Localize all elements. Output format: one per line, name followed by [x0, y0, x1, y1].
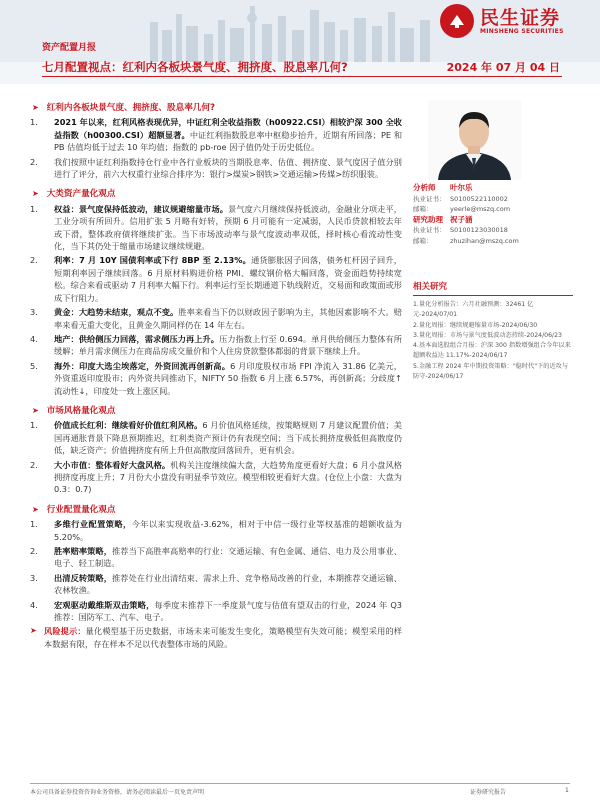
list-item	[30, 545, 402, 570]
item-highlight: 利率：7 月 10Y 国债利率或下行 8BP 至 2.13%。	[54, 255, 252, 266]
related-research-item[interactable]: 5.金融工程 2024 年中期投资策略："稳时代"下的近攻与防守-2024/06/17	[413, 362, 569, 381]
item-highlight: 多维行业配置策略，	[54, 519, 132, 530]
logo-text-en: MINSHENG SECURITIES	[480, 27, 564, 35]
item-highlight: 宏观驱动戴维斯双击策略，	[54, 599, 155, 610]
item-number: 1.	[30, 117, 38, 128]
related-research	[413, 280, 573, 382]
item-number: 1.	[30, 203, 38, 214]
item-highlight: 胜率赔率策略，	[54, 546, 113, 556]
item-text: 通货膨胀因子回落，债务杠杆因子回升，短期利率因子继续回落。6 月原材料购进价格 PMI、螺纹钢价格大幅回落，资金面趋势持续宽松。综合来看或驱动 7 月利率大幅下行。利率运行至长期通道下轨线附近，交易面和政策面或形成下行阻力。	[54, 255, 402, 303]
item-text: 6 月印度股权市场 FPI 净流入 31.86 亿美元，外资重返印度股市；内外资共同推动下，NIFTY 50 指数 6 月上涨 6.57%，再创新高；分歧度↑流动性↓，印度处一致上涨区间。	[54, 360, 402, 396]
item-number: 2.	[30, 156, 38, 167]
item-number: 2.	[30, 255, 38, 266]
list-item	[30, 459, 402, 496]
title-row	[42, 56, 562, 74]
assistant-name: 祝子涵	[450, 214, 473, 224]
item-number: 4.	[30, 599, 38, 610]
item-number: 5.	[30, 360, 38, 371]
section-3-list	[30, 419, 402, 495]
item-number: 2.	[30, 459, 38, 470]
footer-disclaimer: 本公司具备证券投资咨询业务资格，请务必阅读最后一页免责声明	[30, 789, 205, 796]
item-text: 今年以来实现收益-3.62%，相对于中信一级行业等权基准的超额收益为 5.20%。	[54, 519, 402, 542]
arrow-right-icon: ➤	[30, 626, 37, 636]
assistant-role: 研究助理	[413, 214, 443, 224]
assistant-email[interactable]: zhuzihan@mszq.com	[450, 236, 519, 245]
item-number: 4.	[30, 333, 38, 344]
section-4-list	[30, 518, 402, 623]
item-text: 我们按照中证红利指数持仓行业中各行业板块的当期股息率、估值、拥挤度、景气度因子值分别进行了评分，前六大权重行业综合排序为：银行>煤炭>钢铁>交通运输>传媒>纺织服装。	[54, 156, 402, 180]
analyst-role: 分析师	[413, 183, 436, 192]
footer-label: 证券研究报告	[470, 789, 507, 796]
item-highlight: 2021 年以来，红利风格表现优异，中证红利全收益指数（h00922.CSI）相较沪深 300 全收益指数（h00300.CSI）超额显著。	[54, 117, 402, 140]
list-item	[30, 333, 402, 358]
arrow-right-icon: ➤	[32, 405, 39, 415]
analyst-name: 叶尔乐	[450, 183, 473, 192]
logo-mark-icon	[440, 4, 474, 38]
item-number: 3.	[30, 307, 38, 318]
item-text: 6 月价值风格延续，按策略规则 7 月建议配置价值；美国再通胀背景下降息预期推迟，红利类资产预计仍有表现空间；当下成长拥挤度极低但高散度仍低，缺乏资产；价值拥挤度有所上升但高散度回落回升，更有机会。	[54, 420, 402, 456]
list-item	[30, 518, 402, 543]
document-type: 资产配置月报	[42, 43, 97, 53]
item-text: 每季度末推荐下一季度景气度与估值有望双击的行业，2024 年 Q3 推荐：国防军工、汽车、电子。	[54, 599, 402, 623]
item-highlight: 价值成长红利：继续看好价值红利风格。	[54, 420, 203, 431]
section-heading: ➤ 大类资产量化观点	[32, 189, 116, 200]
item-highlight: 大小市值：整体看好大盘风格。	[54, 459, 171, 470]
related-research-list	[413, 300, 573, 382]
report-header	[0, 0, 600, 84]
report-body	[30, 100, 402, 652]
report-title: 七月配置视点：红利内各板块景气度、拥挤度、股息率几何?	[42, 60, 348, 74]
risk-label: 风险提示：	[44, 626, 86, 637]
item-number: 3.	[30, 572, 38, 583]
item-text: 机构关注度继续偏大盘，大趋势角度更看好大盘；6 月小盘风格拥挤度再度上升；7 月份大小盘没有明显季节效应。模型相较更看好大盘。(仓位上小盘：大盘为 0.3：0.7)	[54, 459, 402, 495]
item-text: 推荐当下高胜率高赔率的行业：交通运输、有色金属、通信、电力及公用事业、电子、轻工制造。	[54, 546, 402, 569]
list-item	[30, 254, 402, 304]
item-text: 景气度六月继续保持低波动，金融业分项走平，工业分项有所回升。信用扩张 5 月略有好转，预期 6 月可能有一定减弱，人民币贷款相较去年或下滑，整体政府债将继续扩张。当下市场波动率与景气度波动率双低，择时核心看流动性变化，当下其仍处于缩量市场建议继续规避。	[54, 203, 402, 252]
item-number: 2.	[30, 546, 38, 556]
section-heading: ➤ 行业配置量化观点	[32, 504, 116, 515]
arrow-right-icon: ➤	[32, 189, 39, 199]
section-1-list	[30, 116, 402, 180]
section-heading: ➤ 红利内各板块景气度、拥挤度、股息率几何?	[32, 103, 215, 113]
arrow-right-icon: ➤	[32, 504, 39, 514]
list-item	[30, 156, 402, 181]
list-item	[30, 360, 402, 397]
related-research-item[interactable]: 3.量化周报：市场与景气度低波动态持续-2024/06/23	[413, 331, 562, 339]
item-highlight: 出清反转策略，	[54, 572, 113, 583]
analyst-email[interactable]: yeerle@mszq.com	[450, 205, 511, 213]
list-item	[30, 419, 402, 456]
risk-warning	[30, 625, 402, 650]
item-text: 胜率来看当下仍以财政因子影响为主，其他因素影响不大。赔率来看无重大变化，且黄金久期同样仍在 14 年左右。	[54, 307, 402, 330]
list-item	[30, 306, 402, 331]
related-research-item[interactable]: 4.基本面选股组合月报：沪深 300 指数增强组合今年以来超额收益达 11.17%-2024/06/17	[413, 342, 571, 360]
analyst-info: 分析师 叶尔乐 执业证书： S0100522110002 邮箱： yeerle@mszq.com 研究助理 祝子涵 执业证书： S0100123030018 邮箱： zhuzihan@mszq.com	[413, 183, 519, 245]
company-logo	[440, 4, 564, 38]
related-research-item[interactable]: 2.量化周报：继续规避缩量市场-2024/06/30	[413, 321, 538, 329]
risk-text: 量化模型基于历史数据，市场未来可能发生变化，策略模型有失效可能；模型采用的样本数据有限，存在样本不足以代表整体市场的风险。	[44, 626, 402, 649]
list-item	[30, 203, 402, 253]
arrow-right-icon: ➤	[32, 103, 39, 112]
list-item	[30, 116, 402, 153]
item-highlight: 海外：印度大选尘埃落定，外资回流再创新高。	[54, 360, 231, 371]
page-number: 1	[565, 787, 569, 794]
report-date: 2024 年 07 月 04 日	[446, 61, 560, 74]
list-item	[30, 572, 402, 597]
item-highlight: 权益：景气度保持低波动，建议规避缩量市场。	[54, 203, 229, 214]
title-divider	[42, 76, 562, 77]
related-research-title: 相关研究	[413, 282, 448, 292]
related-research-item[interactable]: 1.量化分析报告：六月社融预测：32461 亿元-2024/07/01	[413, 301, 534, 319]
item-text: 压力指数上行至 0.694。单月供给侧压力整体有所缓解；单月需求侧压力在商品房成交量价和个人住房贷款整体都弱的背景下继续上升。	[54, 333, 402, 357]
logo-text-cn: 民生证券	[480, 6, 561, 29]
item-text: 中证红利指数股息率中枢稳步抬升，近期有所回落；PE 和 PB 估值均低于过去 10 年均值；指数的 pb-roe 因子值仍处于历史低位。	[54, 129, 403, 153]
related-divider	[413, 295, 573, 296]
analyst-photo	[428, 100, 521, 180]
list-item	[30, 599, 402, 624]
analyst-cert: S0100522110002	[450, 194, 508, 203]
footer-divider	[30, 783, 570, 784]
section-2-list	[30, 203, 402, 397]
item-number: 1.	[30, 420, 38, 431]
assistant-cert: S0100123030018	[450, 226, 508, 234]
item-highlight: 地产：供给侧压力回落，需求侧压力再上升。	[54, 333, 220, 344]
item-highlight: 黄金：大趋势未结束，观点不变。	[54, 307, 179, 318]
item-number: 1.	[30, 519, 38, 530]
section-heading: ➤ 市场风格量化观点	[32, 405, 116, 416]
item-text: 推荐处在行业出清结束、需求上升、竞争格局改善的行业，本期推荐交通运输、农林牧渔。	[54, 572, 402, 596]
